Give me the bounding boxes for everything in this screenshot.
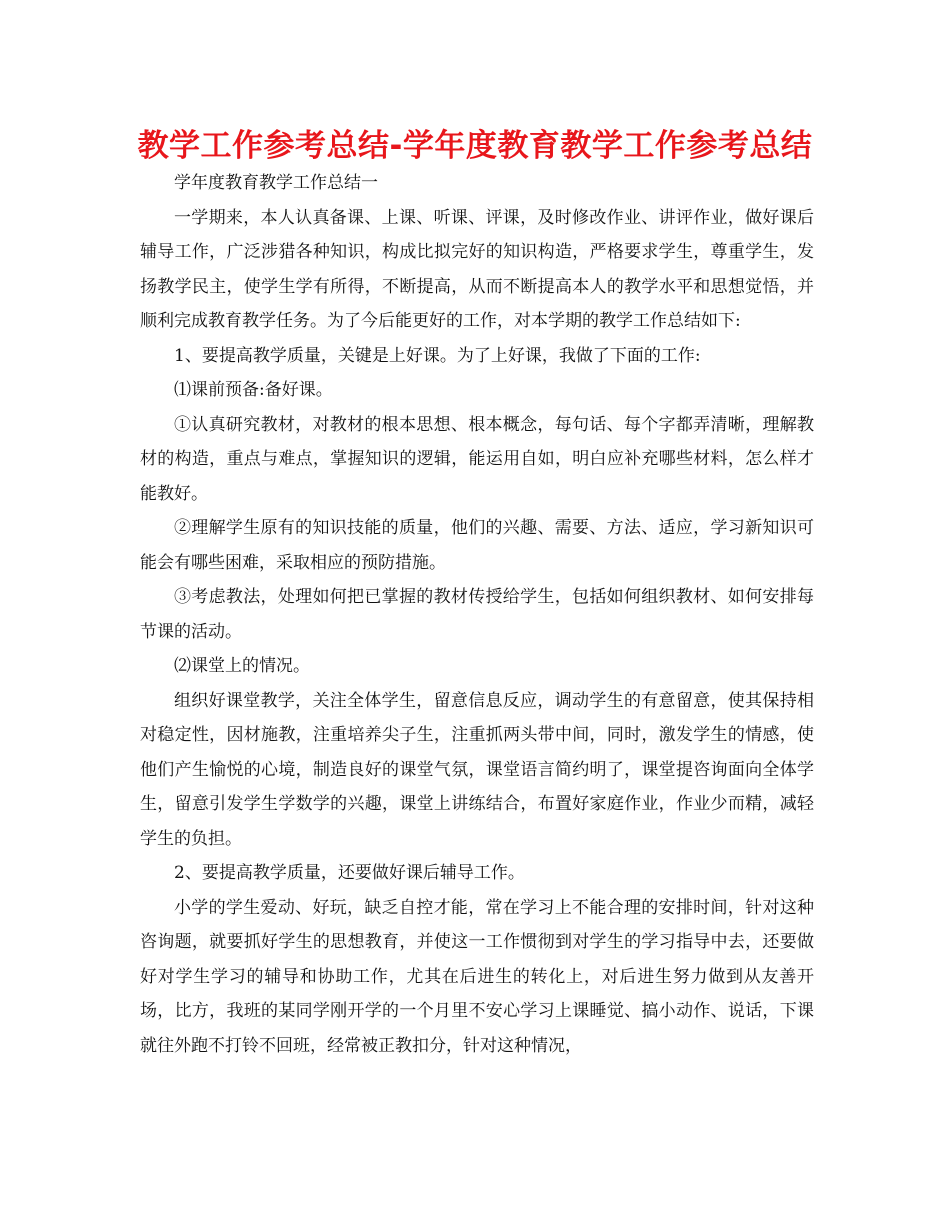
paragraph: 组织好课堂教学，关注全体学生，留意信息反应，调动学生的有意留意，使其保持相对稳定性，因材施教，注重培养尖子生，注重抓两头带中间，同时，激发学生的情感，使他们产生愉悦的心境，制造良好的课堂气氛，课堂语言简约明了，课堂提咨询面向全体学生，留意引发学生学数学的兴趣，课堂上讲练结合，布置好家庭作业，作业少而精，减轻学生的负担。 — [140, 690, 814, 849]
paragraph: ⑵课堂上的情况。 — [174, 656, 310, 676]
paragraph: ⑴课前预备:备好课。 — [174, 380, 333, 400]
document-body — [140, 166, 814, 1063]
document-title: 教学工作参考总结-学年度教育教学工作参考总结 — [137, 128, 813, 164]
paragraph-subheading: 学年度教育教学工作总结一 — [174, 173, 378, 193]
paragraph: ③考虑教法，处理如何把已掌握的教材传授给学生，包括如何组织教材、如何安排每节课的活动。 — [140, 587, 814, 642]
paragraph: ①认真研究教材，对教材的根本思想、根本概念，每句话、每个字都弄清晰，理解教材的构造，重点与难点，掌握知识的逻辑，能运用自如，明白应补充哪些材料，怎么样才能教好。 — [140, 414, 814, 504]
paragraph: 2、要提高教学质量，还要做好课后辅导工作。 — [174, 863, 525, 883]
paragraph: ②理解学生原有的知识技能的质量，他们的兴趣、需要、方法、适应，学习新知识可能会有哪些困难，采取相应的预防措施。 — [140, 518, 814, 573]
paragraph: 一学期来，本人认真备课、上课、听课、评课，及时修改作业、讲评作业，做好课后辅导工作，广泛涉猎各种知识，构成比拟完好的知识构造，严格要求学生，尊重学生，发扬教学民主，使学生学有所得，不断提高，从而不断提高本人的教学水平和思想觉悟，并顺利完成教育教学任务。为了今后能更好的工作，对本学期的教学工作总结如下: — [140, 207, 814, 331]
paragraph: 1、要提高教学质量，关键是上好课。为了上好课，我做了下面的工作: — [174, 345, 701, 366]
paragraph: 小学的学生爱动、好玩，缺乏自控才能，常在学习上不能合理的安排时间，针对这种咨询题，就要抓好学生的思想教育，并使这一工作惯彻到对学生的学习指导中去，还要做好对学生学习的辅导和协助工作，尤其在后进生的转化上，对后进生努力做到从友善开场，比方，我班的某同学刚开学的一个月里不安心学习上课睡觉、搞小动作、说话，下课就往外跑不打铃不回班，经常被正教扣分，针对这种情况， — [140, 897, 814, 1056]
